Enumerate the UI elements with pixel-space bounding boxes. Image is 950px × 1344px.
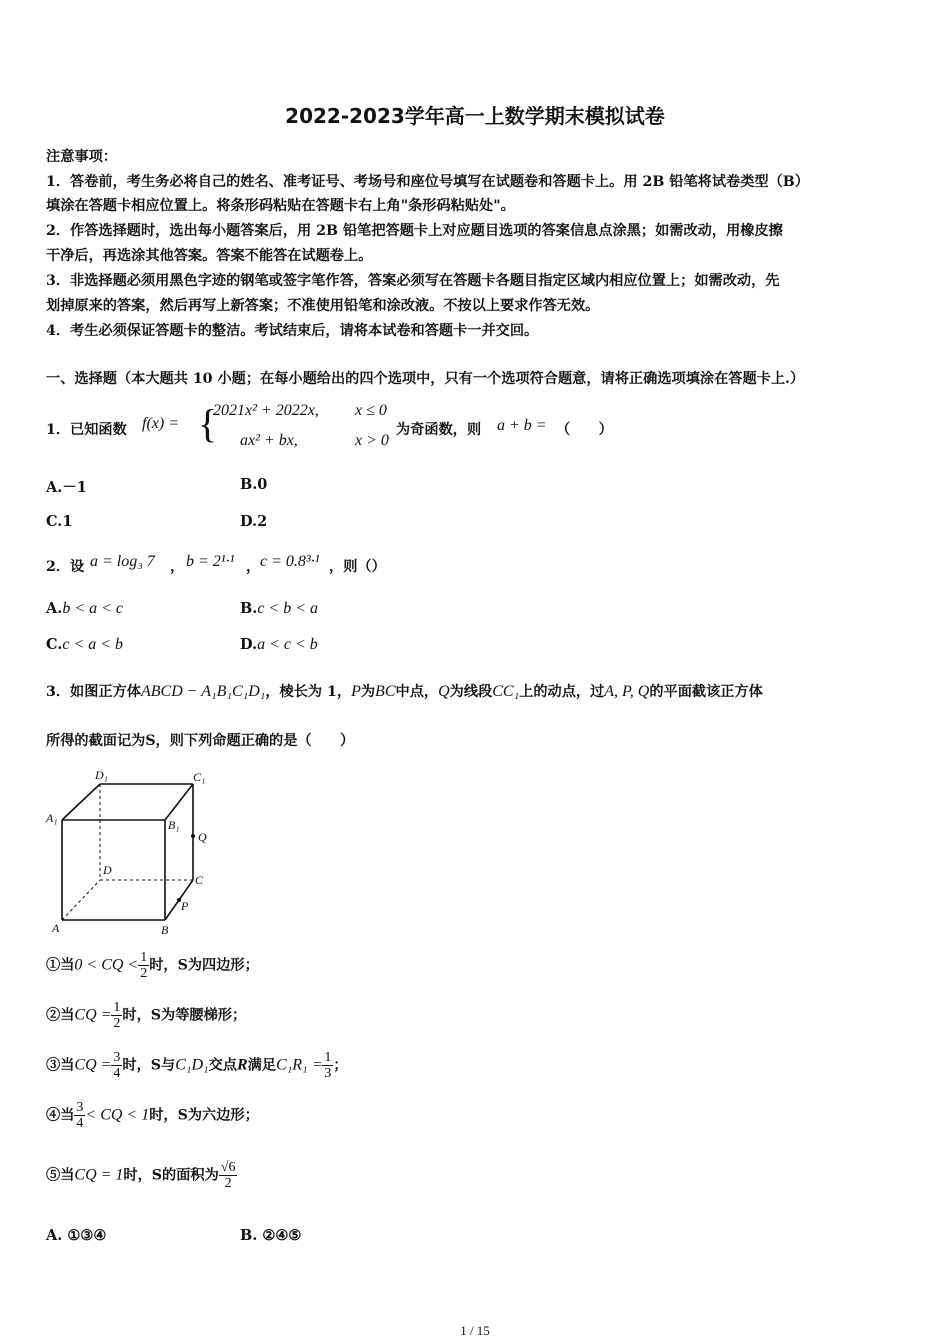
q2-option-c: C.c < a < b — [46, 636, 124, 653]
q1-option-c: C.1 — [46, 513, 73, 530]
label-b: B — [161, 923, 169, 937]
q1-option-d: D.2 — [240, 513, 268, 530]
q2-sep: ， — [246, 559, 261, 575]
q3-option-a: A. ①③④ — [46, 1227, 107, 1244]
label-a: A — [52, 921, 60, 935]
label-d1: D₁ — [95, 768, 108, 782]
notice-line: 划掉原来的答案，然后再写上新答案；不准使用铅笔和涂改液。不按以上要求作答无效。 — [46, 298, 600, 314]
section-heading: 一、选择题（本大题共 10 小题；在每小题给出的四个选项中，只有一个选项符合题意，请将正确选项填涂在答题卡上.） — [46, 371, 805, 387]
q1-prefix: 1．已知函数 — [46, 422, 127, 438]
notice-line: 4．考生必须保证答题卡的整洁。考试结束后，请将本试卷和答题卡一并交回。 — [46, 323, 539, 339]
brace: { — [198, 401, 218, 446]
q2-prefix: 2．设 — [46, 559, 85, 575]
q2-option-b: B.c < b < a — [240, 600, 319, 617]
q3-statement-3: ③当CQ = $\frac{3}{4}$ 时，S与C₁D₁交点R满足C₁R₁ = $\frac{1}{3}$ ； — [46, 1050, 348, 1081]
label-a1: A₁ — [46, 811, 58, 825]
label-b1: B₁ — [168, 818, 180, 832]
page-number: 1 / 15 — [460, 1323, 490, 1338]
notice-line: 2．作答选择题时，选出每小题答案后，用 2B 铅笔把答题卡上对应题目选项的答案信息点涂黑；如需改动，用橡皮擦 — [46, 223, 783, 239]
q1-expr: a + b = — [497, 417, 547, 434]
q2-suffix: ，则（） — [329, 559, 386, 575]
cube-figure — [40, 766, 220, 938]
q2-option-a: A.b < a < c — [46, 600, 124, 617]
q3-statement-1: ①当0 < CQ < $\frac{1}{2}$ 时，S为四边形； — [46, 950, 259, 981]
label-q: Q — [198, 830, 207, 844]
notice-line: 3．非选择题必须用黑色字迹的钢笔或签字笔作答，答案必须写在答题卡各题目指定区域内相应位置上；如需改动，先 — [46, 273, 780, 289]
q1-cond1: x ≤ 0 — [355, 402, 387, 419]
notice-line: 填涂在答题卡相应位置上。将条形码粘贴在答题卡右上角"条形码粘贴处"。 — [46, 198, 515, 214]
label-c: C — [195, 873, 204, 887]
q3-option-b: B. ②④⑤ — [240, 1227, 302, 1244]
q1-piece1: 2021x² + 2022x, — [213, 402, 319, 419]
label-p: P — [181, 899, 189, 913]
label-c1: C₁ — [193, 770, 206, 784]
notice-heading: 注意事项： — [46, 149, 117, 165]
q2-c: c = 0.8³·¹ — [260, 553, 320, 570]
q2-sep: ， — [170, 559, 185, 575]
label-d: D — [103, 863, 112, 877]
q3-line2: 所得的截面记为S，则下列命题正确的是（ ） — [46, 733, 355, 749]
q1-fx: f(x) = — [142, 415, 179, 432]
q3-statement-5: ⑤当CQ = 1时，S的面积为 $\frac{√6}{2}$ — [46, 1160, 236, 1191]
notice-line: 干净后，再选涂其他答案。答案不能答在试题卷上。 — [46, 248, 373, 264]
q1-piece2: ax² + bx, — [240, 432, 298, 449]
q1-option-b: B.0 — [240, 476, 268, 493]
page-title: 2022-2023学年高一上数学期末模拟试卷 — [285, 104, 665, 128]
q1-suffix: 为奇函数，则 — [396, 422, 482, 438]
q3-statement-4: ④当 $\frac{3}{4}$ < CQ < 1时，S为六边形； — [46, 1100, 259, 1131]
q2-option-d: D.a < c < b — [240, 636, 318, 653]
q2-b: b = 2¹·¹ — [186, 553, 235, 570]
notice-line: 1．答卷前，考生务必将自己的姓名、准考证号、考场号和座位号填写在试题卷和答题卡上。用 2B 铅笔将试卷类型（B） — [46, 174, 809, 190]
q1-blank: （ ） — [556, 422, 613, 438]
q1-cond2: x > 0 — [355, 432, 389, 449]
q2-a: a = log₃ 7 — [90, 553, 155, 570]
q3-statement-2: ②当CQ = $\frac{1}{2}$ 时，S为等腰梯形； — [46, 1000, 247, 1031]
q3-line1: 3．如图正方体ABCD − A₁B₁C₁D₁，棱长为 1，P为BC中点，Q为线段CC₁上的动点，过A, P, Q的平面截该正方体 — [46, 683, 763, 700]
q1-option-a: A.－1 — [46, 479, 87, 496]
